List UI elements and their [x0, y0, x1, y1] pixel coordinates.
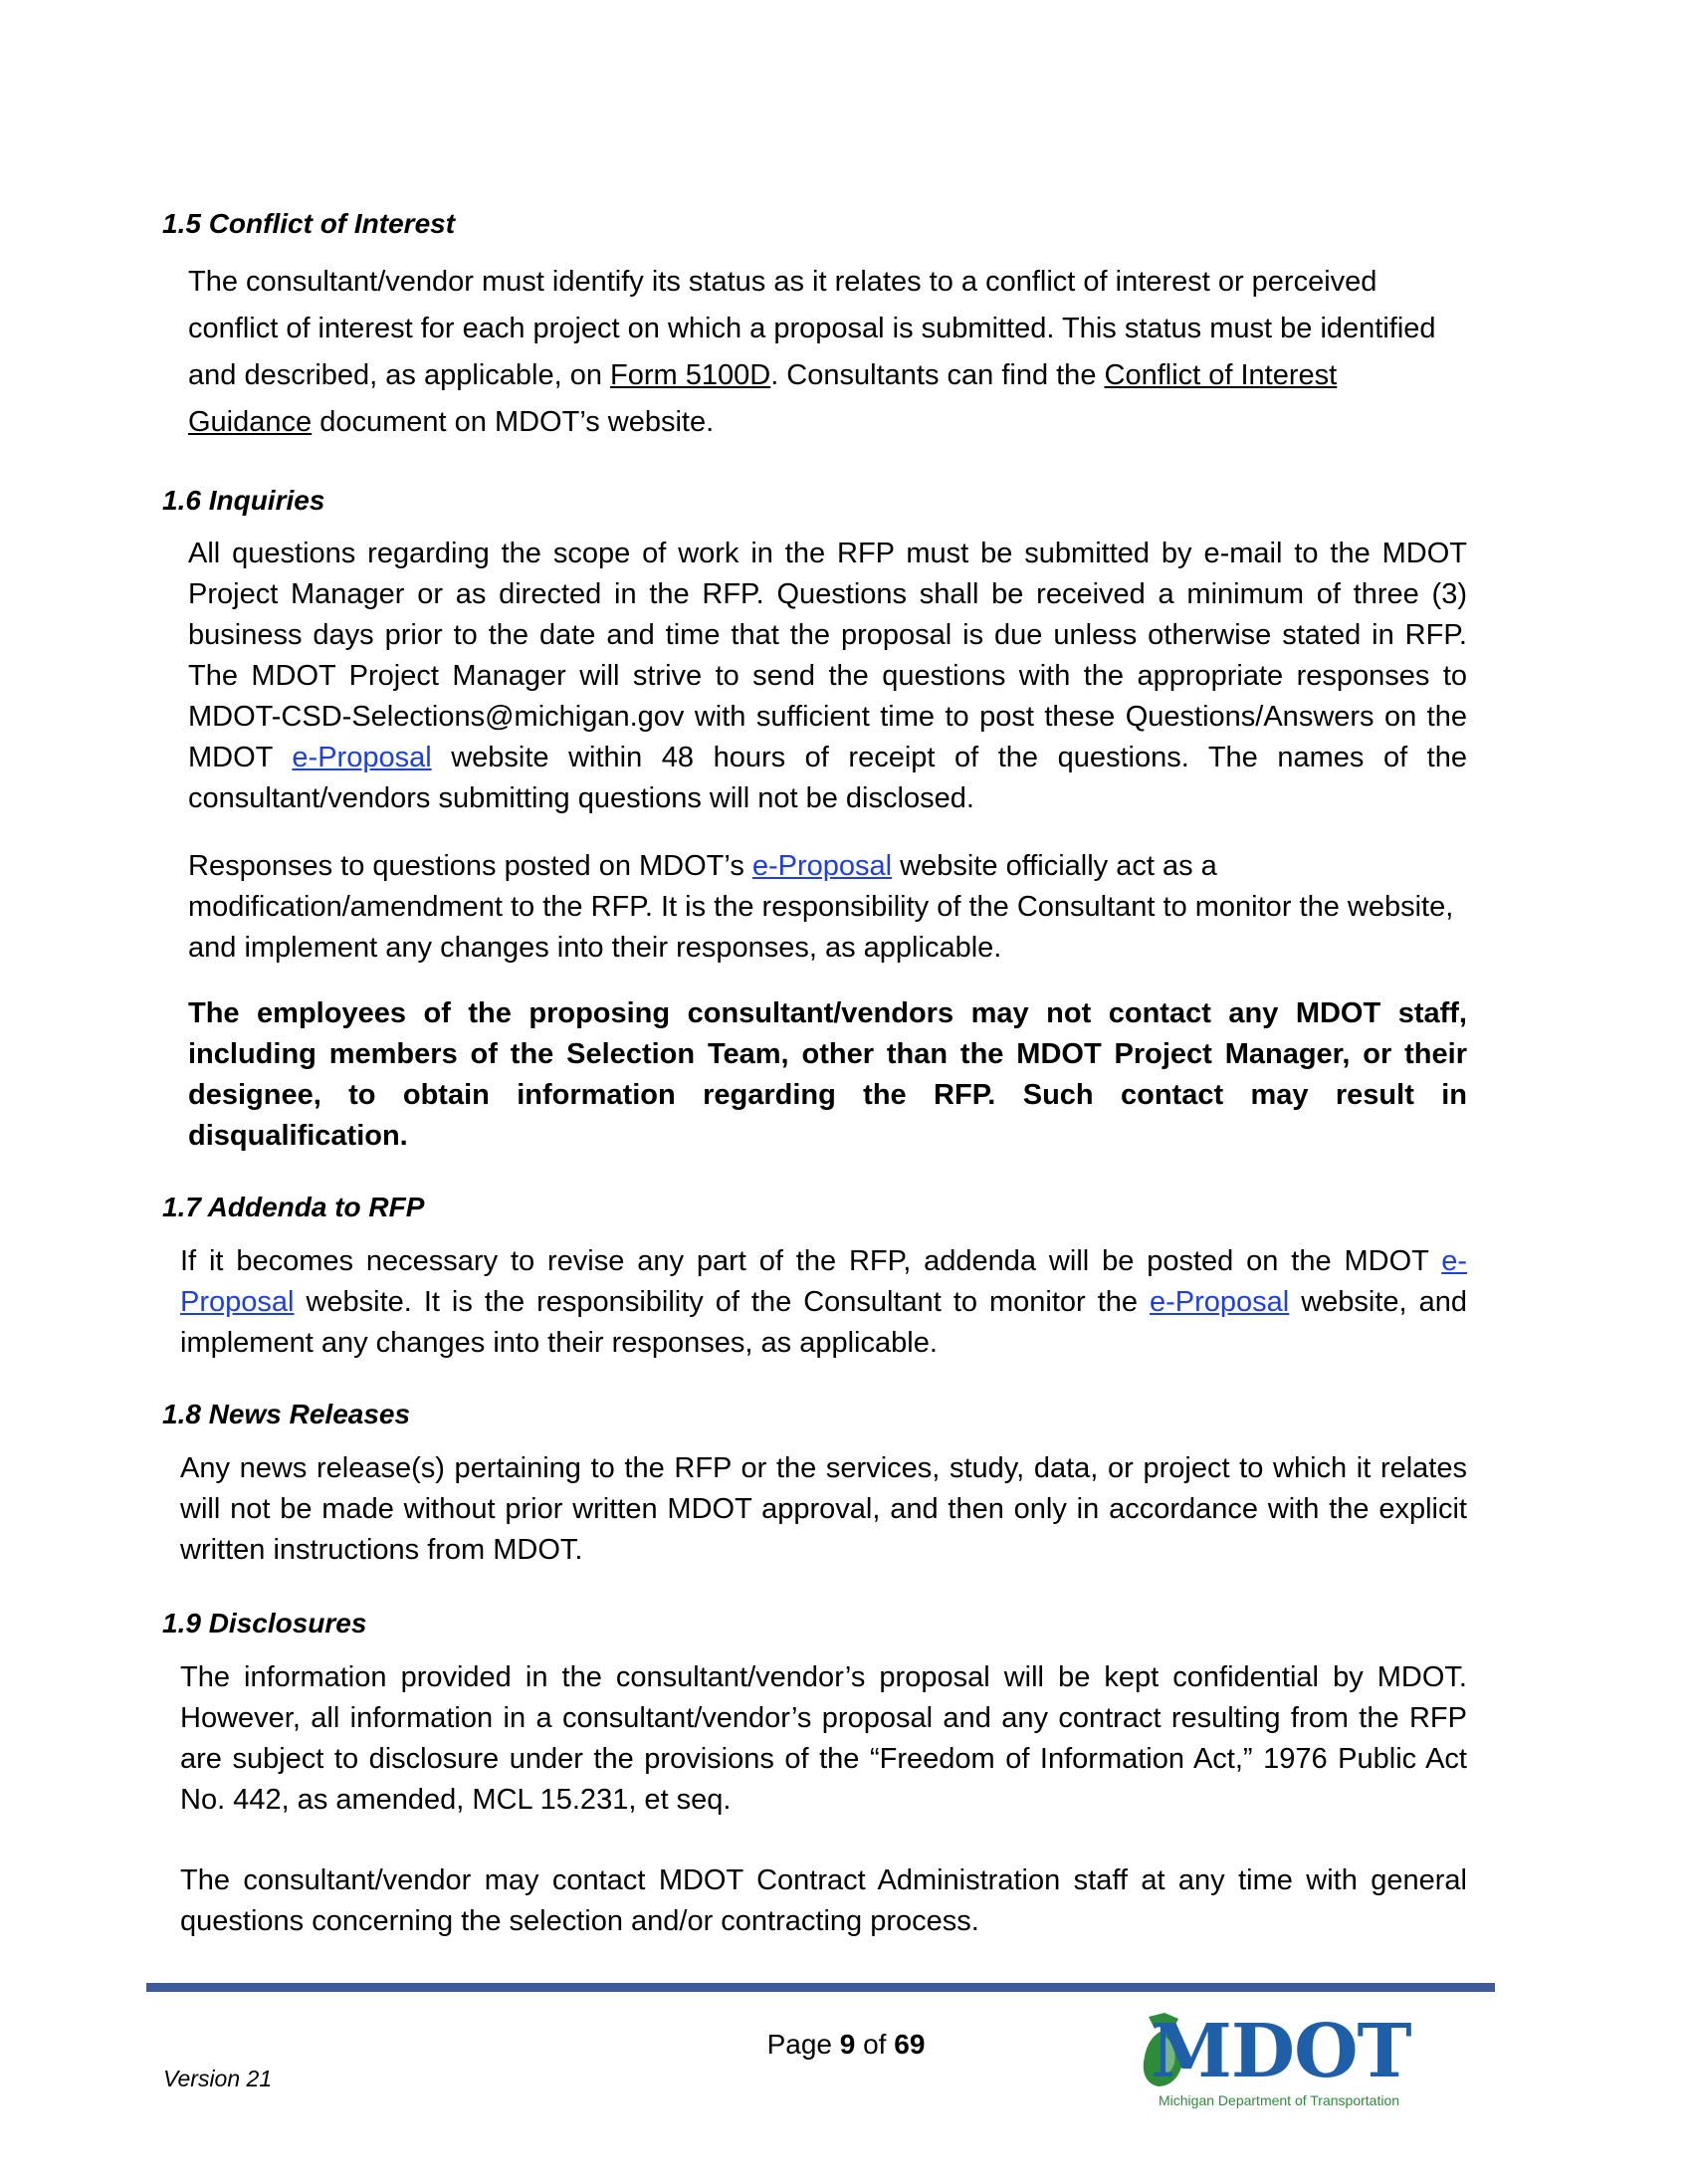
text-run: The consultant/vendor must identify its status as it relates to a conflict of interest or perceived conflict of interest for each project on which a proposal is submitted. This status must be identified and described, as applicable, on [188, 266, 1436, 391]
section-heading-conflict-of-interest: 1.5 Conflict of Interest [162, 208, 456, 239]
version-label: Version 21 [163, 2066, 273, 2091]
e-proposal-link[interactable]: e-Proposal [1150, 1286, 1290, 1318]
e-proposal-link[interactable]: e-Proposal [292, 742, 432, 773]
page-number [697, 2027, 995, 2063]
text-run: website. It is the responsibility of the Consultant to monitor the [294, 1286, 1150, 1318]
text-run: If it becomes necessary to revise any part of the RFP, addenda will be posted on the MDOT [180, 1245, 1442, 1277]
section-heading-addenda: 1.7 Addenda to RFP [162, 1192, 425, 1222]
logo-subtitle: Michigan Department of Transportation [1159, 2092, 1400, 2108]
text-run: website officially act as a modification/amendment to the RFP. It is the responsibility of the Consultant to monitor the website, and implement any changes into their responses, as applicable. [188, 850, 1454, 964]
page-of: of [855, 2029, 895, 2060]
news-releases-paragraph: Any news release(s) pertaining to the RFP or the services, study, data, or project to which it relates will not be made without prior written MDOT approval, and then only in accordance with the explicit written instructions from MDOT. [180, 1452, 1467, 1566]
disclosures-paragraph-2: The consultant/vendor may contact MDOT Contract Administration staff at any time with general questions concerning the selection and/or contracting process. [180, 1864, 1467, 1937]
disclosures-paragraph-1: The information provided in the consultant/vendor’s proposal will be kept confidential by MDOT. However, all information in a consultant/vendor’s proposal and any contract resulting from the RFP are subject to disclosure under the provisions of the “Freedom of Information Act,” 1976 Public Act No. 442, as amended, MCL 15.231, et seq. [180, 1661, 1467, 1816]
page-label: Page [766, 2029, 840, 2060]
e-proposal-link[interactable]: e-Proposal [180, 1245, 1467, 1318]
text-run: website within 48 hours of receipt of the questions. The names of the consultant/vendors submitting questions will not be disclosed. [188, 742, 1467, 814]
text-run: All questions regarding the scope of work in the RFP must be submitted by e-mail to the MDOT Project Manager or as directed in the RFP. Questions shall be received a minimum of three (3) business days prior to the date and time that the proposal is due unless otherwise stated in RFP. The MDOT Project Manager will strive to send the questions with the appropriate responses to MDOT-CSD-Selections@michigan.gov with sufficient time to post these Questions/Answers on the MDOT [188, 538, 1467, 773]
logo-wordmark: MDOT [1151, 2009, 1411, 2094]
text-run: website, and implement any changes into their responses, as applicable. [180, 1286, 1467, 1359]
conflict-of-interest-paragraph [188, 259, 1467, 446]
inquiries-paragraph-1 [188, 534, 1467, 819]
section-heading-disclosures: 1.9 Disclosures [162, 1608, 367, 1638]
page-total: 69 [894, 2029, 926, 2060]
text-run: Responses to questions posted on MDOT’s [188, 850, 752, 882]
footer-divider [146, 1983, 1495, 1992]
text-run: document on MDOT’s website. [312, 406, 715, 438]
section-heading-inquiries: 1.6 Inquiries [162, 485, 325, 516]
addenda-paragraph [180, 1241, 1467, 1364]
form-5100d-link[interactable]: Form 5100D [610, 359, 771, 391]
inquiries-contact-warning: The employees of the proposing consultant/vendors may not contact any MDOT staff, including members of the Selection Team, other than the MDOT Project Manager, or their designee, to obtain information regarding the RFP. Such contact may result in disqualification. [188, 997, 1467, 1152]
inquiries-paragraph-2 [188, 846, 1467, 969]
conflict-of-interest-guidance-link[interactable]: Conflict of Interest Guidance [188, 359, 1338, 438]
page-current: 9 [839, 2029, 856, 2060]
mdot-logo [1135, 2007, 1433, 2112]
e-proposal-link[interactable]: e-Proposal [751, 850, 893, 882]
text-run: . Consultants can find the [770, 359, 1105, 391]
section-heading-news-releases: 1.8 News Releases [162, 1399, 411, 1429]
